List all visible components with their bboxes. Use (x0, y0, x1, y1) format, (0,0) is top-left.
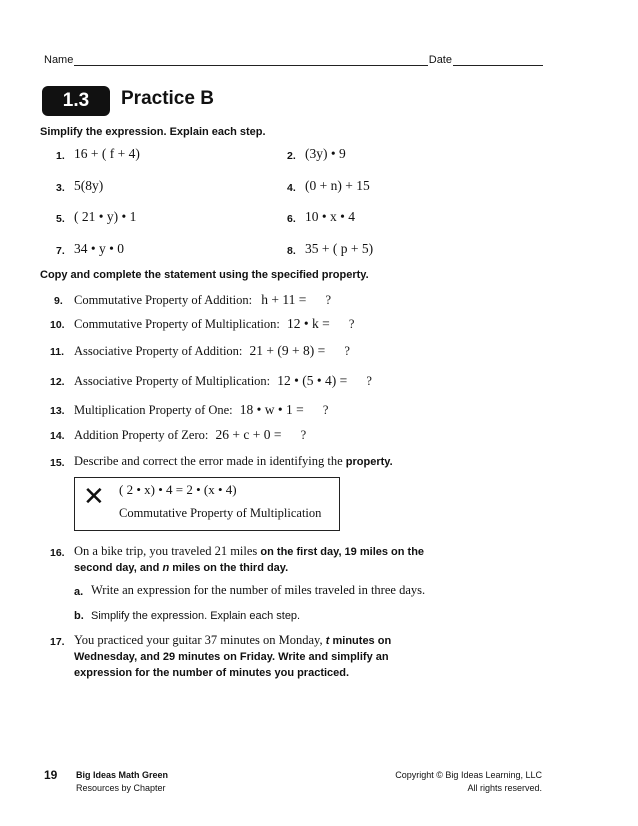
problem-16-line1-bold: on the first day, 19 miles on the (260, 546, 425, 558)
section1-instruction: Simplify the expression. Explain each step. (40, 126, 266, 138)
problem-16-line1-serif: On a bike trip, you traveled 21 miles (74, 544, 258, 558)
blank-marker: ? (325, 293, 332, 307)
name-label: Name (44, 54, 74, 66)
part-b-text: Simplify the expression. Explain each step. (91, 610, 301, 622)
rights-text: All rights reserved. (467, 783, 542, 793)
problem-number: 15. (50, 457, 65, 469)
lesson-number-badge: 1.3 (42, 86, 110, 116)
variable-n: n (162, 562, 170, 574)
problem-number: 14. (50, 430, 65, 442)
problem-17-line1-serif: You practiced your guitar 37 minutes on Monday, (74, 633, 323, 647)
part-label: b. (74, 610, 84, 622)
problem-15-text (74, 454, 393, 469)
problem-expression: 16 + ( f + 4) (74, 146, 140, 161)
property-name: Commutative Property of Multiplication: (74, 317, 280, 331)
problem-number: 1. (56, 150, 65, 162)
problem-number: 12. (50, 376, 65, 388)
problem-16-line1 (74, 544, 424, 559)
problem-15-text-bold: property. (345, 456, 393, 468)
property-statement (74, 292, 331, 308)
problem-17-line1 (74, 633, 391, 648)
problem-expression: 34 • y • 0 (74, 241, 124, 256)
problem-17-line1-bold: minutes on (332, 635, 392, 647)
problem-number: 8. (287, 245, 296, 257)
statement-expression: 26 + c + 0 = (215, 427, 282, 442)
property-statement (74, 427, 306, 443)
copyright-text: Copyright © Big Ideas Learning, LLC (395, 770, 542, 780)
page-number: 19 (44, 768, 58, 782)
problem-expression: ( 21 • y) • 1 (74, 209, 137, 224)
problem-number: 11. (50, 346, 65, 358)
problem-number: 3. (56, 182, 65, 194)
problem-number: 10. (50, 319, 65, 331)
problem-16-line2 (74, 562, 288, 574)
error-expression: ( 2 • x) • 4 = 2 • (x • 4) (119, 482, 237, 497)
problem-expression: 5(8y) (74, 178, 104, 193)
problem-17-line2: Wednesday, and 29 minutes on Friday. Write and simplify an (74, 651, 389, 663)
error-x-icon: ✕ (83, 481, 105, 511)
statement-expression: 21 + (9 + 8) = (249, 343, 326, 358)
part-label: a. (74, 586, 84, 598)
blank-marker: ? (348, 317, 355, 331)
problem-expression: 35 + ( p + 5) (305, 241, 374, 256)
date-blank[interactable] (453, 55, 543, 66)
blank-marker: ? (344, 344, 350, 358)
section2-instruction: Copy and complete the statement using the specified property. (40, 269, 369, 281)
statement-expression: 12 • k = (287, 316, 330, 331)
property-statement (74, 373, 372, 389)
problem-16-line2-a: second day, and (74, 562, 160, 574)
name-blank[interactable] (74, 55, 427, 66)
property-name: Addition Property of Zero: (74, 428, 209, 442)
problem-number: 13. (50, 405, 65, 417)
problem-17-line3: expression for the number of minutes you practiced. (74, 667, 350, 679)
blank-marker: ? (300, 428, 307, 442)
problem-16-line2-b: miles on the third day. (172, 562, 289, 574)
statement-expression: h + 11 = (261, 292, 307, 307)
property-name: Commutative Property of Addition: (74, 293, 253, 307)
property-name: Associative Property of Addition: (74, 344, 243, 358)
property-statement (74, 343, 350, 359)
property-name: Multiplication Property of One: (74, 403, 233, 417)
name-date-line (44, 54, 544, 66)
blank-marker: ? (322, 403, 329, 417)
footer-book-info (76, 769, 168, 795)
date-label: Date (428, 54, 452, 66)
property-statement (74, 402, 328, 418)
statement-expression: 12 • (5 • 4) = (277, 373, 348, 388)
error-property-name: Commutative Property of Multiplication (119, 506, 322, 520)
problem-number: 9. (54, 295, 63, 307)
problem-15-text-serif: Describe and correct the error made in identifying the (74, 454, 343, 468)
book-title: Big Ideas Math Green (76, 770, 169, 780)
property-name: Associative Property of Multiplication: (74, 374, 271, 388)
problem-expression: (3y) • 9 (305, 146, 346, 161)
part-a-text: Write an expression for the number of miles traveled in three days. (91, 583, 426, 597)
statement-expression: 18 • w • 1 = (239, 402, 304, 417)
problem-number: 17. (50, 636, 65, 648)
footer-copyright (395, 769, 542, 795)
problem-number: 5. (56, 213, 65, 225)
error-box (74, 477, 340, 531)
problem-number: 7. (56, 245, 65, 257)
problem-expression: (0 + n) + 15 (305, 178, 370, 193)
problem-number: 16. (50, 547, 65, 559)
problem-expression: 10 • x • 4 (305, 209, 355, 224)
property-statement (74, 316, 354, 332)
problem-number: 2. (287, 150, 296, 162)
page-title: Practice B (121, 88, 214, 109)
variable-t: t (325, 635, 330, 647)
problem-number: 4. (287, 182, 296, 194)
problem-number: 6. (287, 213, 296, 225)
book-subtitle: Resources by Chapter (76, 783, 166, 793)
blank-marker: ? (366, 374, 372, 388)
